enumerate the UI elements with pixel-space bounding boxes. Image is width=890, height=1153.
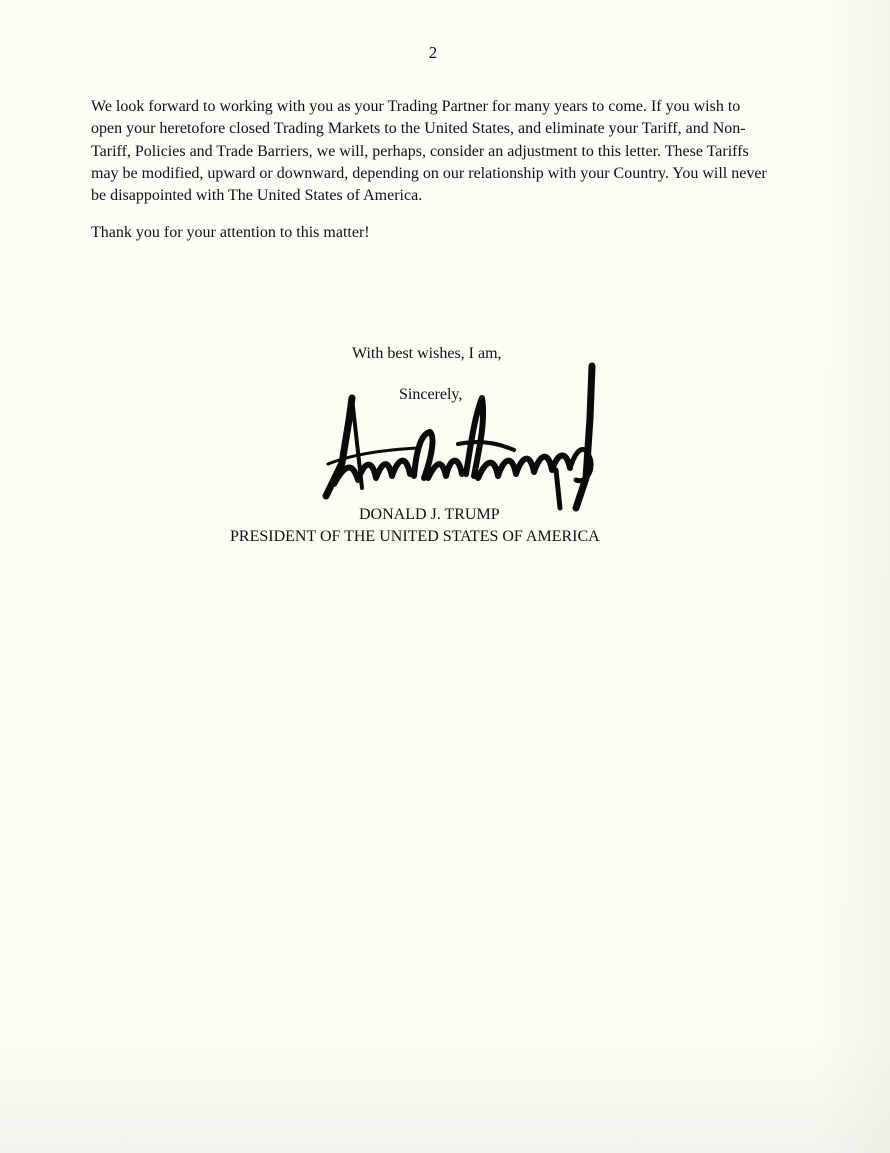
closing-line-2: Sincerely, bbox=[399, 386, 463, 403]
closing-line-1: With best wishes, I am, bbox=[352, 345, 502, 362]
handwritten-signature bbox=[318, 358, 608, 518]
signer-title: PRESIDENT OF THE UNITED STATES OF AMERICA bbox=[230, 528, 600, 545]
page-edge-shading bbox=[816, 0, 890, 1153]
body-paragraph-2: Thank you for your attention to this matter! bbox=[91, 224, 370, 241]
body-paragraph-1: We look forward to working with you as your Trading Partner for many years to come. If you wish to open your heretofore closed Trading Markets to the United States, and eliminate your Tariff, and Non-Tariff, Policies and Trade Barriers, we will, perhaps, consider an adjustment to this letter. These Tariffs may be modified, upward or downward, depending on our relationship with your Country. You will never be disappointed with The United States of America. bbox=[91, 98, 767, 205]
page-number: 2 bbox=[428, 43, 438, 62]
signer-name: DONALD J. TRUMP bbox=[359, 506, 500, 523]
